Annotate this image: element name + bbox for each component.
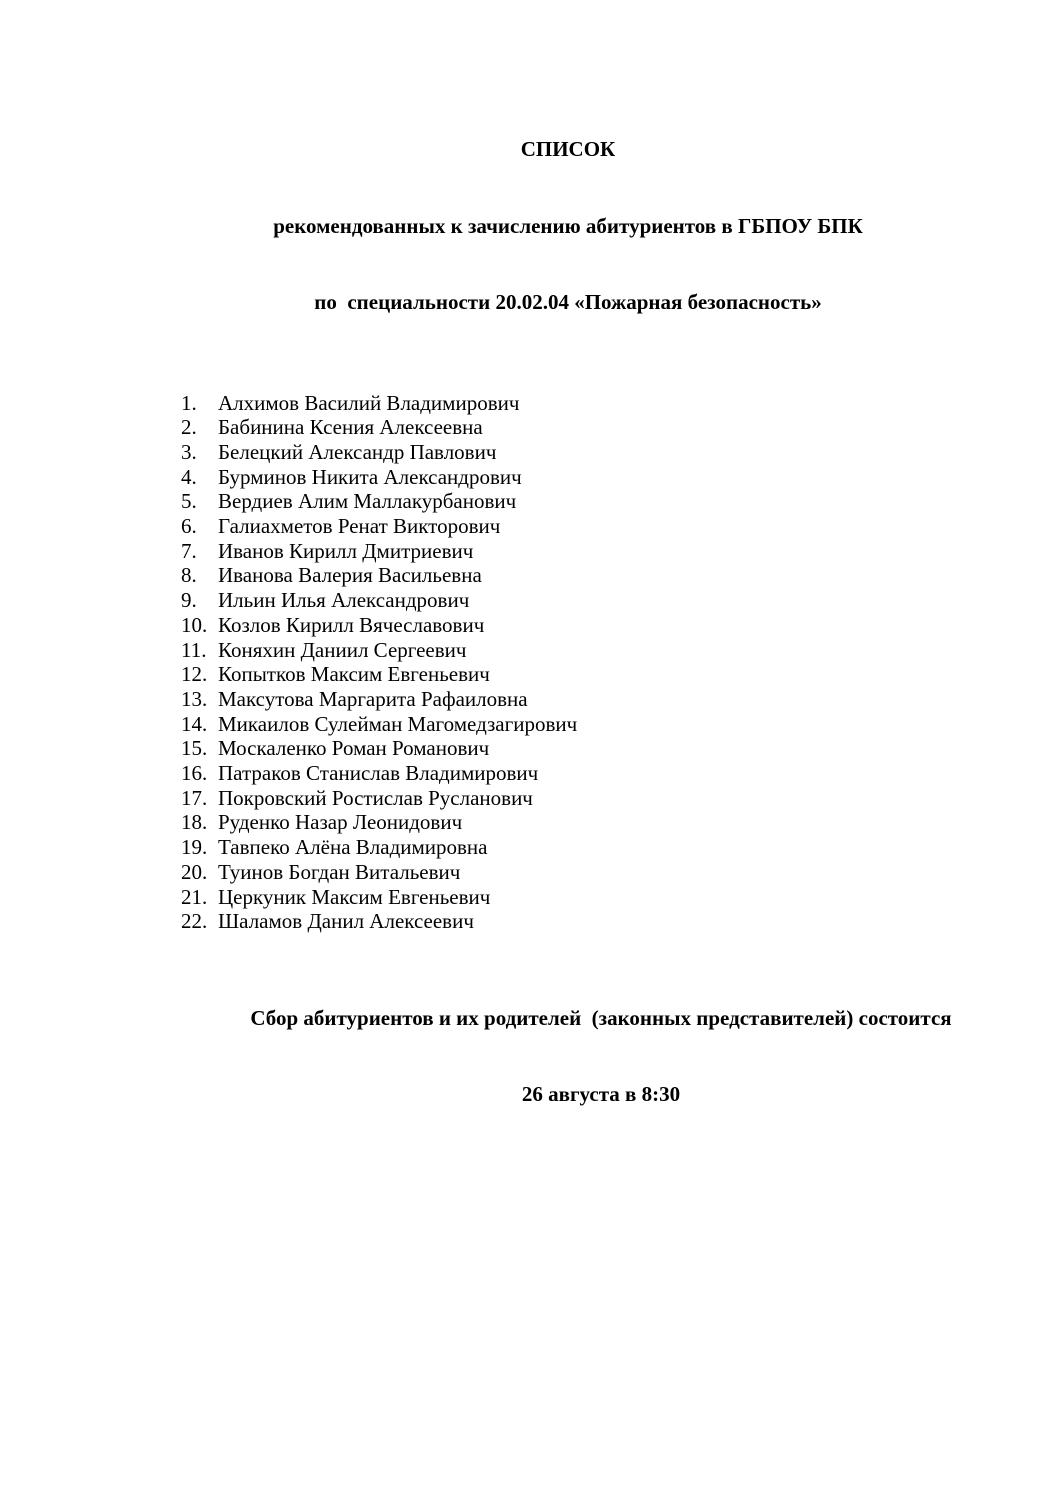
list-item: [181, 835, 1060, 860]
list-item-number: 5.: [181, 489, 197, 514]
list-item-number: 11.: [181, 637, 207, 662]
list-item: [181, 761, 1060, 786]
list-item-number: 17.: [181, 785, 208, 810]
applicant-name: Галиахметов Ренат Викторович: [218, 514, 501, 539]
list-item-number: 16.: [181, 761, 208, 786]
list-item-number: 1.: [181, 390, 197, 415]
list-item: [181, 712, 1060, 737]
list-item: [181, 489, 1060, 514]
applicant-list: [181, 391, 1060, 934]
list-item: [181, 465, 1060, 490]
list-item: [181, 613, 1060, 638]
document-title: [76, 86, 1060, 367]
list-item-number: 21.: [181, 884, 208, 909]
list-item-number: 2.: [181, 415, 197, 440]
applicant-name: Церкуник Максим Евгеньевич: [218, 884, 491, 909]
meeting-notice: [142, 955, 1060, 1159]
list-item-number: 9.: [181, 588, 197, 613]
title-line-3: по специальности 20.02.04 «Пожарная безопасность»: [314, 290, 822, 314]
list-item-number: 8.: [181, 563, 197, 588]
list-item: [181, 885, 1060, 910]
list-item: [181, 687, 1060, 712]
list-item: [181, 563, 1060, 588]
list-item: [181, 588, 1060, 613]
list-item: [181, 662, 1060, 687]
list-item-number: 4.: [181, 464, 197, 489]
applicant-name: Иванов Кирилл Дмитриевич: [218, 538, 474, 563]
applicant-name: Копытков Максим Евгеньевич: [218, 662, 490, 687]
applicant-name: Тавпеко Алёна Владимировна: [218, 835, 488, 860]
list-item-number: 14.: [181, 711, 208, 736]
applicant-name: Микаилов Сулейман Магомедзагирович: [218, 711, 578, 736]
list-item-number: 20.: [181, 859, 208, 884]
applicant-name: Бабинина Ксения Алексеевна: [218, 415, 483, 440]
applicant-name: Руденко Назар Леонидович: [218, 810, 463, 835]
applicant-name: Коняхин Даниил Сергеевич: [218, 637, 467, 662]
applicant-name: Максутова Маргарита Рафаиловна: [218, 686, 528, 711]
list-item: [181, 638, 1060, 663]
title-line-2: рекомендованных к зачислению абитуриентов в ГБПОУ БПК: [273, 213, 863, 238]
list-item-number: 6.: [181, 514, 197, 539]
applicant-name: Туинов Богдан Витальевич: [218, 859, 461, 884]
meeting-notice-line-2: 26 августа в 8:30: [521, 1082, 681, 1107]
list-item: [181, 415, 1060, 440]
list-item: [181, 810, 1060, 835]
list-item: [181, 786, 1060, 811]
list-item-number: 3.: [181, 439, 197, 464]
list-item: [181, 909, 1060, 934]
meeting-notice-line-1: Сбор абитуриентов и их родителей (законных представителей) состоится: [250, 1005, 952, 1030]
applicant-name: Москаленко Роман Романович: [218, 736, 490, 761]
list-item: [181, 736, 1060, 761]
list-item-number: 13.: [181, 686, 208, 711]
list-item: [181, 539, 1060, 564]
list-item-number: 19.: [181, 835, 208, 860]
list-item: [181, 391, 1060, 416]
applicant-name: Покровский Ростислав Русланович: [218, 785, 533, 810]
applicant-name: Козлов Кирилл Вячеславович: [218, 612, 485, 637]
applicant-name: Белецкий Александр Павлович: [218, 439, 497, 464]
list-item-number: 22.: [181, 909, 208, 934]
list-item-number: 12.: [181, 662, 208, 687]
applicant-name: Бурминов Никита Александрович: [218, 464, 522, 489]
applicant-name: Иванова Валерия Васильевна: [218, 563, 482, 588]
applicant-name: Ильин Илья Александрович: [218, 588, 470, 613]
list-item: [181, 514, 1060, 539]
applicant-name: Алхимов Василий Владимирович: [218, 390, 520, 415]
list-item: [181, 860, 1060, 885]
applicant-name: Шаламов Данил Алексеевич: [218, 909, 474, 934]
applicant-name: Патраков Станислав Владимирович: [218, 761, 539, 786]
list-item: [181, 440, 1060, 465]
list-item-number: 18.: [181, 810, 208, 835]
list-item-number: 10.: [181, 612, 208, 637]
list-item-number: 7.: [181, 538, 197, 563]
list-item-number: 15.: [181, 736, 208, 761]
title-line-1: СПИСОК: [520, 137, 616, 161]
applicant-name: Вердиев Алим Маллакурбанович: [218, 489, 517, 514]
